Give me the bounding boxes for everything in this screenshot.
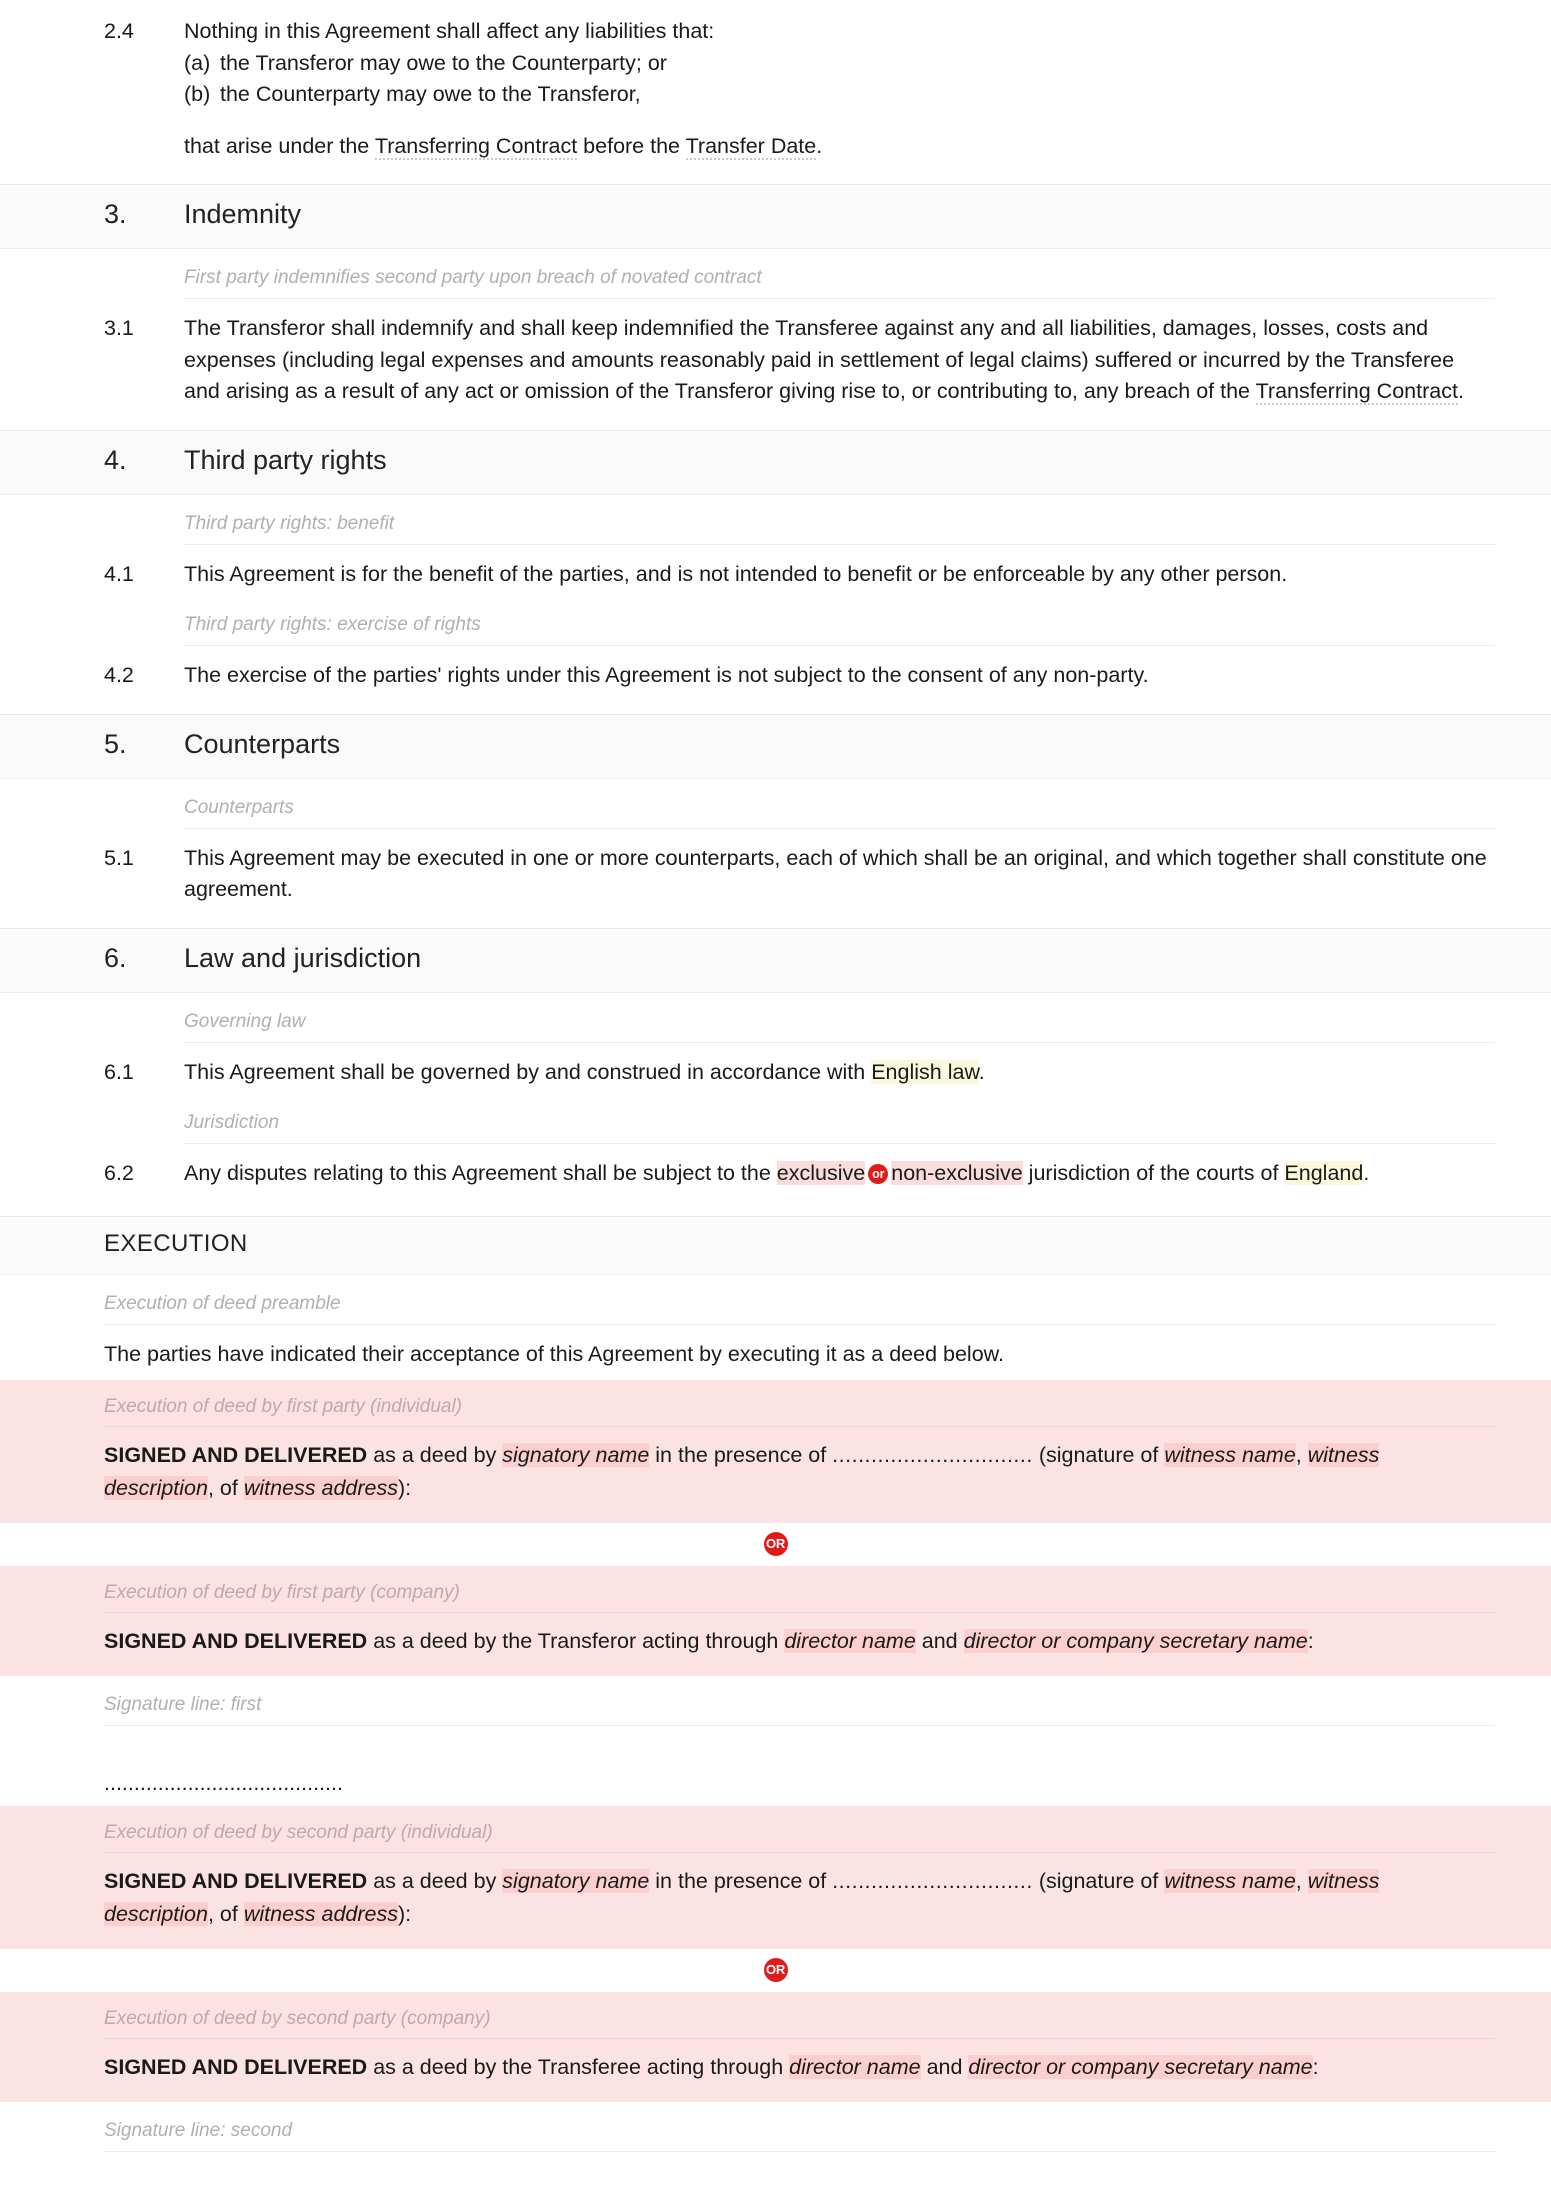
section-number: 3. xyxy=(104,199,127,229)
annotation-counterparts: Counterparts xyxy=(184,796,294,818)
placeholder-director-or-secretary-name[interactable]: director or company secretary name xyxy=(963,1629,1308,1653)
or-badge-icon[interactable]: OR xyxy=(764,1958,788,1982)
placeholder-witness-description[interactable]: witness description xyxy=(104,1868,1380,1926)
section-title: Law and jurisdiction xyxy=(184,942,422,973)
section-heading-law-and-jurisdiction xyxy=(0,928,1551,993)
exec-text-3: : xyxy=(1312,2054,1319,2079)
annotation-signature-line-second: Signature line: second xyxy=(104,2119,293,2141)
signed-and-delivered-label: SIGNED AND DELIVERED xyxy=(104,2054,368,2079)
exec-text-2: and xyxy=(920,2054,969,2079)
clause-number: 6.1 xyxy=(104,1059,134,1084)
list-marker: (b) xyxy=(184,82,211,106)
clause-6-2 xyxy=(0,1144,1551,1216)
execution-heading xyxy=(0,1216,1551,1275)
exec-text-1: as a deed by xyxy=(367,1868,503,1893)
annotation-exec-first-company: Execution of deed by first party (company) xyxy=(104,1582,460,1603)
section-number: 5. xyxy=(104,728,127,759)
execution-preamble-text: The parties have indicated their acceptance of this Agreement by executing it as a deed below. xyxy=(104,1341,1004,1366)
clause-text-post: . xyxy=(978,1059,985,1084)
placeholder-witness-name[interactable]: witness name xyxy=(1164,1868,1296,1893)
signed-and-delivered-label: SIGNED AND DELIVERED xyxy=(104,1868,368,1893)
execution-block-second-party-company xyxy=(0,1992,1551,2102)
clause-number: 6.2 xyxy=(104,1161,134,1185)
annotation-execution-preamble: Execution of deed preamble xyxy=(104,1292,341,1314)
tail-middle: before the xyxy=(577,133,686,158)
signature-line-second-group xyxy=(0,2102,1551,2152)
clause-text-post: . xyxy=(1457,379,1464,403)
clause-text: The exercise of the parties' rights under this Agreement is not subject to the consent of any non-party. xyxy=(184,663,1149,687)
clause-number: 3.1 xyxy=(104,316,134,340)
option-non-exclusive[interactable]: non-exclusive xyxy=(891,1161,1023,1185)
clause-text: This Agreement may be executed in one or more counterparts, each of which shall be an original, and which together shall constitute one agreement. xyxy=(184,845,1487,901)
sub-item-text: the Transferor may owe to the Counterparty; or xyxy=(220,50,667,75)
placeholder-witness-name[interactable]: witness name xyxy=(1164,1443,1296,1467)
section-title: Counterparts xyxy=(184,728,341,759)
exec-text-5: , of xyxy=(207,1476,244,1500)
exec-text-3: : xyxy=(1307,1629,1314,1653)
sub-item-body xyxy=(184,79,1495,111)
clause-text: This Agreement is for the benefit of the parties, and is not intended to benefit or be enforceable by any other person. xyxy=(184,561,1288,586)
exec-text-2: in the presence of xyxy=(649,1443,833,1467)
clause-text-post: . xyxy=(1363,1161,1370,1185)
exec-text-2: in the presence of xyxy=(649,1868,833,1893)
clause-text xyxy=(184,313,1495,408)
signature-line-first-group xyxy=(0,1676,1551,1806)
clause-2-4-tail-text xyxy=(184,131,1495,163)
clause-5-1 xyxy=(0,829,1551,928)
section-heading-indemnity xyxy=(0,184,1551,249)
execution-block-second-party-individual xyxy=(0,1806,1551,1949)
clause-2-4-tail xyxy=(0,111,1551,185)
annotation-governing-law: Governing law xyxy=(184,1010,306,1032)
annotation-exec-second-individual: Execution of deed by second party (individual) xyxy=(104,1821,493,1843)
section-heading-counterparts xyxy=(0,714,1551,779)
clause-text-pre: Any disputes relating to this Agreement shall be subject to the xyxy=(184,1161,777,1185)
or-separator-second xyxy=(0,1949,1551,1992)
highlight-english-law[interactable]: English law xyxy=(871,1059,979,1084)
placeholder-director-name[interactable]: director name xyxy=(789,2054,921,2079)
clause-number: 4.1 xyxy=(104,561,134,586)
exec-text-6: ): xyxy=(398,1476,412,1500)
clause-3-1 xyxy=(0,299,1551,430)
clause-text xyxy=(184,1057,1495,1089)
exec-text-3: (signature of xyxy=(1032,1443,1165,1467)
annotation-exec-second-company: Execution of deed by second party (company) xyxy=(104,2007,491,2029)
signed-and-delivered-label: SIGNED AND DELIVERED xyxy=(104,1443,368,1467)
execution-text xyxy=(0,1853,1551,1945)
clause-4-2 xyxy=(0,646,1551,714)
exec-text-1: as a deed by the Transferee acting through xyxy=(367,2054,790,2079)
clause-text-middle: jurisdiction of the courts of xyxy=(1022,1161,1285,1185)
signed-and-delivered-label: SIGNED AND DELIVERED xyxy=(104,1629,368,1653)
exec-text-3: (signature of xyxy=(1032,1868,1165,1893)
option-exclusive[interactable]: exclusive xyxy=(776,1161,866,1185)
tail-end: . xyxy=(816,133,823,158)
exec-text-6: ): xyxy=(398,1901,412,1926)
placeholder-signatory-name[interactable]: signatory name xyxy=(502,1443,650,1467)
execution-block-first-party-individual xyxy=(0,1380,1551,1523)
or-badge-icon[interactable]: OR xyxy=(764,1532,788,1556)
exec-text-1: as a deed by xyxy=(367,1443,503,1467)
execution-block-first-party-company xyxy=(0,1566,1551,1676)
defined-term-transferring-contract: Transferring Contract xyxy=(374,133,578,158)
execution-text xyxy=(0,1427,1551,1519)
clause-text-pre: The Transferor shall indemnify and shall keep indemnified the Transferee against any and all liabilities, damages, losses, costs and expenses (including legal expenses and amounts reasonably paid in settlement of legal claims) suffered or incurred by the Transferee and arising as a result of any act or omission of the Transferor giving rise to, or contributing to, any breach of the xyxy=(184,316,1455,403)
signature-dots: ............................... xyxy=(832,1443,1033,1467)
placeholder-signatory-name[interactable]: signatory name xyxy=(502,1868,650,1893)
exec-text-4: , xyxy=(1295,1868,1308,1893)
clause-2-4-item-a xyxy=(0,48,1551,80)
placeholder-witness-address[interactable]: witness address xyxy=(243,1476,398,1500)
highlight-england[interactable]: England xyxy=(1284,1161,1364,1185)
clause-2-4 xyxy=(0,0,1551,48)
clause-number: 5.1 xyxy=(104,845,134,870)
clause-text: Nothing in this Agreement shall affect any liabilities that: xyxy=(184,19,715,43)
signature-line-first[interactable]: ........................................ xyxy=(104,1771,343,1795)
placeholder-director-name[interactable]: director name xyxy=(784,1629,916,1653)
clause-number: 2.4 xyxy=(104,19,134,43)
divider xyxy=(104,2151,1495,2152)
exec-text-1: as a deed by the Transferor acting through xyxy=(367,1629,785,1653)
or-separator-first xyxy=(0,1523,1551,1566)
section-title: Third party rights xyxy=(184,444,387,475)
annotation-jurisdiction: Jurisdiction xyxy=(184,1112,280,1133)
clause-text-pre: This Agreement shall be governed by and construed in accordance with xyxy=(184,1059,872,1084)
execution-text xyxy=(0,2039,1551,2098)
spacer-cell xyxy=(104,79,184,111)
placeholder-witness-address[interactable]: witness address xyxy=(243,1901,398,1926)
list-marker: (a) xyxy=(184,50,211,75)
annotation-signature-line-first: Signature line: first xyxy=(104,1694,262,1715)
tail-prefix: that arise under the xyxy=(184,133,375,158)
spacer-cell xyxy=(104,131,184,163)
placeholder-witness-description[interactable]: witness description xyxy=(104,1443,1380,1500)
exec-text-5: , of xyxy=(207,1901,244,1926)
exec-text-4: , xyxy=(1295,1443,1308,1467)
annotation-exec-first-individual: Execution of deed by first party (individual) xyxy=(104,1396,463,1417)
annotation-third-party-benefit: Third party rights: benefit xyxy=(184,512,395,534)
sub-item-body xyxy=(184,48,1495,80)
section-number: 4. xyxy=(104,444,127,475)
clause-2-4-item-b xyxy=(0,79,1551,111)
clause-6-1 xyxy=(0,1043,1551,1095)
execution-title: EXECUTION xyxy=(104,1229,248,1257)
section-heading-third-party-rights xyxy=(0,430,1551,495)
defined-term-transferring-contract: Transferring Contract xyxy=(1255,379,1458,403)
clause-text xyxy=(184,1158,1495,1190)
exec-text-2: and xyxy=(915,1629,964,1653)
defined-term-transfer-date: Transfer Date xyxy=(685,133,817,158)
annotation-indemnity: First party indemnifies second party upon breach of novated contract xyxy=(184,267,762,288)
placeholder-director-or-secretary-name[interactable]: director or company secretary name xyxy=(968,2054,1313,2079)
clause-number: 4.2 xyxy=(104,663,134,687)
spacer-cell xyxy=(104,48,184,80)
sub-item-text: the Counterparty may owe to the Transferor, xyxy=(220,82,641,106)
or-badge-icon[interactable]: or xyxy=(868,1164,888,1184)
clause-4-1 xyxy=(0,545,1551,597)
section-title: Indemnity xyxy=(184,199,302,229)
section-number: 6. xyxy=(104,942,127,973)
signature-dots: ............................... xyxy=(832,1868,1033,1893)
execution-text xyxy=(0,1613,1551,1672)
annotation-third-party-exercise: Third party rights: exercise of rights xyxy=(184,614,481,635)
